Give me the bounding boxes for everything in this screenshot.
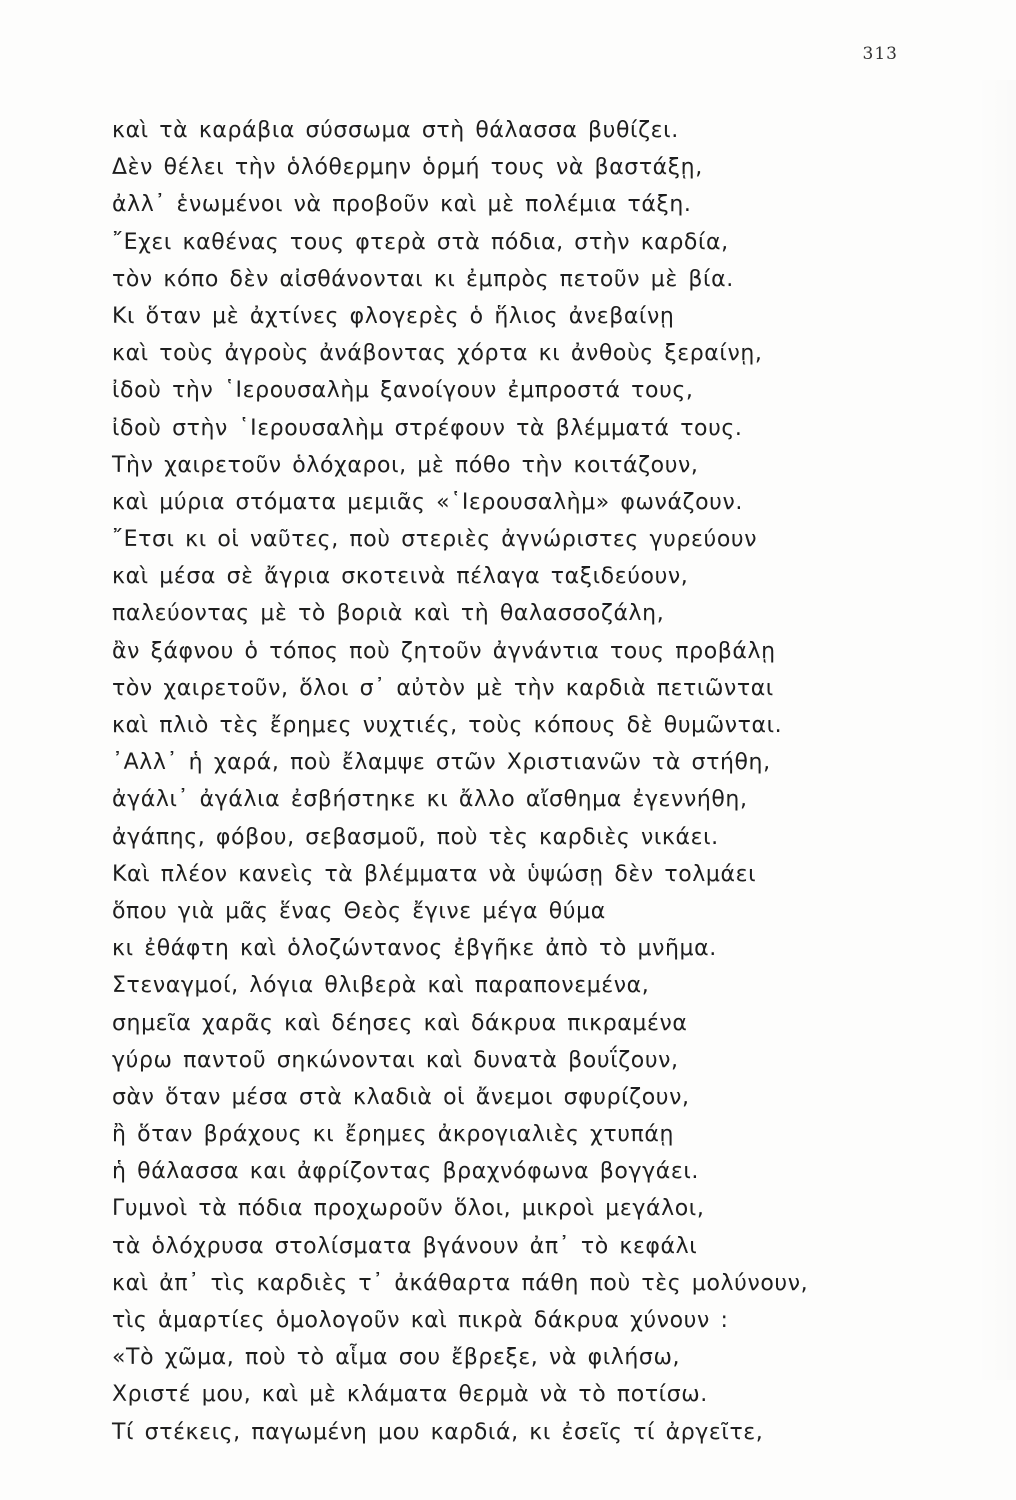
poem-line: ἀγάπης, φόβου, σεβασμοῦ, ποὺ τὲς καρδιὲς νικάει.: [112, 824, 719, 850]
poem-line: ῎Ετσι κι οἱ ναῦτες, ποὺ στεριὲς ἀγνώριστες γυρεύουν: [112, 527, 758, 553]
poem-line: τὰ ὁλόχρυσα στολίσματα βγάνουν ἀπ᾿ τὸ κεφάλι: [112, 1233, 698, 1259]
poem-line: ἰδοὺ τὴν ῾Ιερουσαλὴμ ξανοίγουν ἐμπροστά τους,: [112, 378, 694, 404]
poem-line: ἀλλ᾿ ἑνωμένοι νὰ προβοῦν καὶ μὲ πολέμια τάξη.: [112, 192, 692, 218]
poem-line: καὶ μύρια στόματα μεμιᾶς «῾Ιερουσαλὴμ» φωνάζουν.: [112, 489, 743, 515]
poem-line: Στεναγμοί, λόγια θλιβερὰ καὶ παραπονεμένα,: [112, 973, 650, 999]
poem-line: Τὴν χαιρετοῦν ὁλόχαροι, μὲ πόθο τὴν κοιτάζουν,: [112, 452, 699, 478]
poem-line: ἡ θάλασσα και ἀφρίζοντας βραχνόφωνα βογγάει.: [112, 1159, 699, 1185]
poem-line: παλεύοντας μὲ τὸ βοριὰ καὶ τὴ θαλασσοζάλη,: [112, 601, 665, 627]
page-number: 313: [862, 44, 898, 64]
poem-line: καὶ μέσα σὲ ἄγρια σκοτεινὰ πέλαγα ταξιδεύουν,: [112, 564, 689, 590]
poem-line: ὅπου γιὰ μᾶς ἕνας Θεὸς ἔγινε μέγα θύμα: [112, 898, 606, 924]
poem-line: ᾿Αλλ᾿ ἡ χαρά, ποὺ ἔλαμψε στῶν Χριστιανῶν τὰ στήθη,: [112, 750, 771, 776]
poem-line: κι ἐθάφτη καὶ ὁλοζώντανος ἐβγῆκε ἀπὸ τὸ μνῆμα.: [112, 936, 717, 962]
poem-line: Κι ὅταν μὲ ἀχτίνες φλογερὲς ὁ ἥλιος ἀνεβαίνῃ: [112, 303, 675, 329]
poem-text: [112, 112, 932, 1451]
poem-line: ἢ ὅταν βράχους κι ἔρημες ἀκρογιαλιὲς χτυπάῃ: [112, 1122, 675, 1148]
page-edge-shadow: [976, 80, 1016, 1380]
poem-line: Δὲν θέλει τὴν ὁλόθερμην ὁρμή τους νὰ βαστάξῃ,: [112, 155, 703, 181]
poem-line: ῎Εχει καθένας τους φτερὰ στὰ πόδια, στὴν καρδία,: [112, 229, 729, 255]
poem-line: ἀγάλι᾿ ἀγάλια ἐσβήστηκε κι ἄλλο αἴσθημα ἐγεννήθη,: [112, 787, 748, 813]
poem-line: γύρω παντοῦ σηκώνονται καὶ δυνατὰ βουΐζουν,: [112, 1047, 679, 1073]
poem-line: Καὶ πλέον κανεὶς τὰ βλέμματα νὰ ὑψώσῃ δὲν τολμάει: [112, 861, 757, 887]
poem-line: καὶ ἀπ᾿ τὶς καρδιὲς τ᾿ ἀκάθαρτα πάθη ποὺ τὲς μολύνουν,: [112, 1270, 809, 1296]
poem-line: σημεῖα χαρᾶς καὶ δέησες καὶ δάκρυα πικραμένα: [112, 1010, 688, 1036]
poem-line: Γυμνοὶ τὰ πόδια προχωροῦν ὅλοι, μικροὶ μεγάλοι,: [112, 1196, 705, 1222]
poem-line: Χριστέ μου, καὶ μὲ κλάματα θερμὰ νὰ τὸ ποτίσω.: [112, 1382, 708, 1408]
poem-line: καὶ τὰ καράβια σύσσωμα στὴ θάλασσα βυθίζει.: [112, 118, 679, 143]
poem-line: ἂν ξάφνου ὁ τόπος ποὺ ζητοῦν ἀγνάντια τους προβάλῃ: [112, 638, 776, 664]
poem-line: τὸν κόπο δὲν αἰσθάνονται κι ἐμπρὸς πετοῦν μὲ βία.: [112, 266, 734, 292]
poem-line: καὶ πλιὸ τὲς ἔρημες νυχτιές, τοὺς κόπους δὲ θυμῶνται.: [112, 713, 783, 738]
poem-line: καὶ τοὺς ἀγροὺς ἀνάβοντας χόρτα κι ἀνθοὺς ξεραίνῃ,: [112, 341, 763, 367]
poem-line: τὸν χαιρετοῦν, ὅλοι σ᾿ αὐτὸν μὲ τὴν καρδιὰ πετιῶνται: [112, 675, 774, 701]
poem-line: «Τὸ χῶμα, ποὺ τὸ αἷμα σου ἔβρεξε, νὰ φιλήσω,: [112, 1345, 681, 1371]
poem-line: σὰν ὅταν μέσα στὰ κλαδιὰ οἱ ἄνεμοι σφυρίζουν,: [112, 1084, 690, 1110]
poem-line: τὶς ἁμαρτίες ὁμολογοῦν καὶ πικρὰ δάκρυα χύνουν :: [112, 1308, 729, 1333]
poem-line: Τί στέκεις, παγωμένη μου καρδιά, κι ἐσεῖς τί ἀργεῖτε,: [112, 1419, 764, 1445]
poem-line: ἰδοὺ στὴν ῾Ιερουσαλὴμ στρέφουν τὰ βλέμματά τους.: [112, 415, 743, 441]
